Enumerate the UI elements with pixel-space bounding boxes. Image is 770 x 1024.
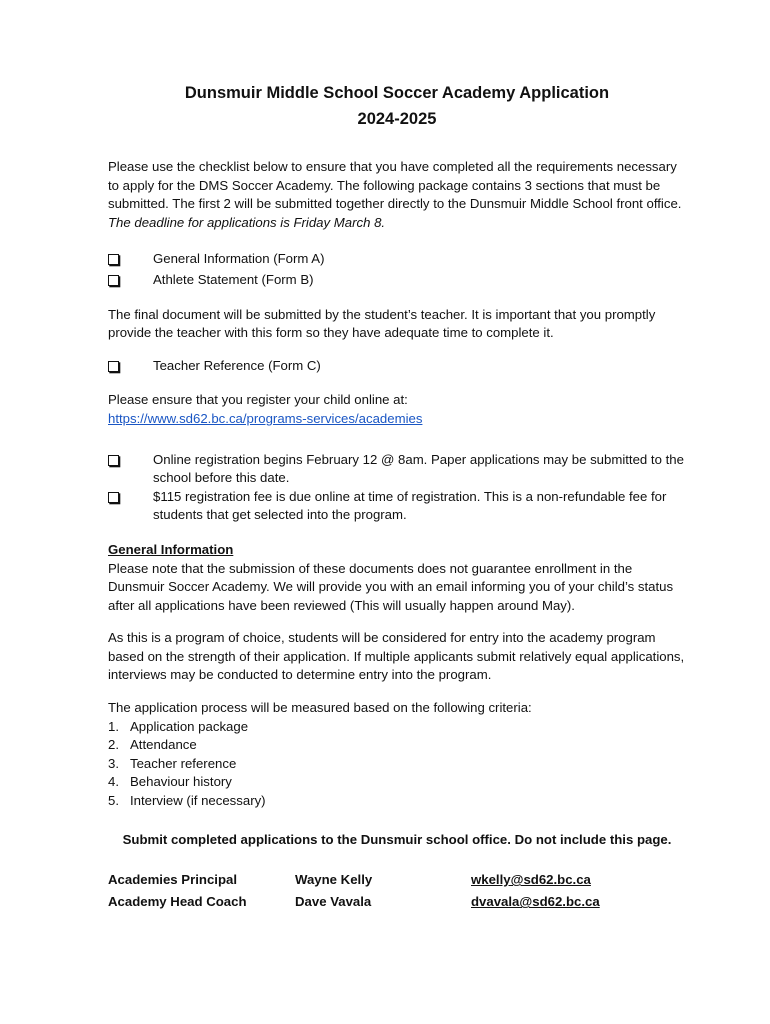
list-item [108,736,688,755]
list-number: 1. [108,718,119,734]
criteria-list [108,718,688,811]
list-text: Teacher reference [130,755,237,771]
contact-role: Academy Head Coach [108,894,247,910]
checklist-form-c [108,357,688,378]
list-number: 4. [108,774,119,790]
checklist-registration [108,451,688,525]
checklist-item [108,357,688,378]
criteria-intro: The application process will be measured based on the following criteria: [108,700,532,716]
checklist-item [108,250,688,271]
checklist-item-label: Athlete Statement (Form B) [153,271,314,287]
general-info-paragraph: Please note that the submission of these documents does not guarantee enrollment in the Dunsmuir Soccer Academy. We will provide you with an email informing you of your child’s status after all applications have been reviewed (This will usually happen around May). [108,560,674,613]
list-text: Behaviour history [130,774,232,790]
title-line-2: 2024-2025 [357,110,437,128]
checklist-item-label: Teacher Reference (Form C) [153,357,321,373]
contact-email-link[interactable]: dvavala@sd62.bc.ca [471,894,600,910]
intro-paragraph [108,158,688,232]
register-text: Please ensure that you register your child online at: [108,392,408,408]
checkbox-icon [108,357,153,378]
criteria-section [108,699,688,811]
list-item [108,773,688,792]
intro-text: Please use the checklist below to ensure that you have completed all the requirements necessary to apply for the DMS Soccer Academy. The following package contains 3 sections that must be submitted. The first 2 will be submitted together directly to the Dunsmuir Middle School front office. [108,159,682,212]
checklist-item [108,488,688,525]
list-text: Attendance [130,737,197,753]
general-info-heading: General Information [108,541,234,557]
contact-name: Dave Vavala [295,894,372,910]
checkbox-icon [108,488,153,509]
submit-note: Submit completed applications to the Dunsmuir school office. Do not include this page. [122,831,672,847]
list-text: Application package [130,718,249,734]
table-row [108,871,688,893]
contacts-table [108,871,688,915]
final-document-paragraph: The final document will be submitted by the student’s teacher. It is important that you promptly provide the teacher with this form so they have adequate time to complete it. [108,306,656,341]
checklist-item-label: Online registration begins February 12 @ 8am. Paper applications may be submitted to the school before this date. [153,451,684,486]
checklist-forms-ab [108,250,688,291]
checkbox-icon [108,451,153,472]
list-number: 2. [108,737,119,753]
list-item [108,718,688,737]
contact-role: Academies Principal [108,872,238,888]
title-line-1: Dunsmuir Middle School Soccer Academy Application [184,84,610,102]
contact-email-link[interactable]: wkelly@sd62.bc.ca [471,872,591,888]
deadline-text: The deadline for applications is Friday March 8. [108,214,386,230]
checkbox-icon [108,271,153,292]
list-number: 5. [108,793,119,809]
checklist-item [108,271,688,292]
page-title [108,80,686,132]
list-item [108,792,688,811]
list-number: 3. [108,755,119,771]
checklist-item [108,451,688,488]
contact-name: Wayne Kelly [295,872,373,888]
general-info-section [108,541,688,615]
checklist-item-label: $115 registration fee is due online at time of registration. This is a non-refundable fee for students that get selected into the program. [153,488,667,523]
document-page [108,80,688,915]
list-item [108,755,688,774]
academies-link[interactable]: https://www.sd62.bc.ca/programs-services/academies [108,410,423,426]
register-paragraph [108,391,688,428]
checkbox-icon [108,250,153,271]
list-text: Interview (if necessary) [130,793,266,809]
program-choice-paragraph: As this is a program of choice, students will be considered for entry into the academy program based on the strength of their application. If multiple applicants submit relatively equal applications, interviews may be conducted to determine entry into the program. [108,630,685,683]
checklist-item-label: General Information (Form A) [153,251,325,267]
table-row [108,893,688,915]
